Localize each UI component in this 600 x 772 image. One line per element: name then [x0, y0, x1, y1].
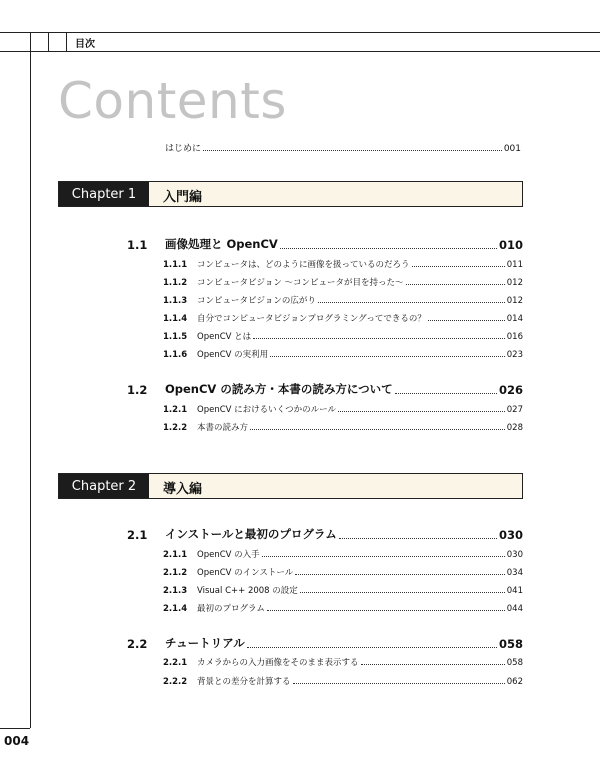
- subsection-page: 027: [506, 405, 523, 415]
- leader-dots: [203, 150, 502, 151]
- subsection-number: 2.1.1: [163, 550, 188, 560]
- subsection-title: コンピュータは、どのように画像を扱っているのだろう: [197, 260, 410, 270]
- section-page: 026: [498, 383, 523, 397]
- leader-dots: [318, 302, 505, 303]
- toc-subsection[interactable]: [163, 566, 523, 578]
- subsection-title: 最初のプログラム: [197, 604, 265, 614]
- subsection-number: 2.1.3: [163, 586, 188, 596]
- subsection-number: 1.2.1: [163, 405, 188, 415]
- toc-subsection[interactable]: [163, 675, 523, 687]
- subsection-page: 012: [506, 278, 523, 288]
- section-title: インストールと最初のプログラム: [165, 527, 337, 541]
- toc-subsection[interactable]: [163, 276, 523, 288]
- toc-section[interactable]: [127, 381, 523, 397]
- page-title: Contents: [58, 72, 287, 130]
- section-page: 058: [498, 637, 523, 651]
- toc-section[interactable]: [127, 635, 523, 651]
- toc-subsection[interactable]: [163, 294, 523, 306]
- subsection-page: 034: [506, 568, 523, 578]
- leader-dots: [270, 356, 505, 357]
- header-label: 目次: [75, 39, 95, 50]
- subsection-title: Visual C++ 2008 の設定: [197, 586, 298, 596]
- subsection-number: 1.1.5: [163, 332, 188, 342]
- section-title: 画像処理と OpenCV: [165, 237, 278, 251]
- leader-dots: [406, 284, 505, 285]
- header-divider: [66, 33, 67, 52]
- toc-subsection[interactable]: [163, 403, 523, 415]
- subsection-title: 背景との差分を計算する: [197, 677, 291, 687]
- leader-dots: [262, 556, 505, 557]
- subsection-number: 1.1.1: [163, 260, 188, 270]
- subsection-title: コンピュータビジョンの広がり: [197, 296, 316, 306]
- subsection-page: 041: [506, 586, 523, 596]
- toc-entry-page: 001: [503, 144, 521, 154]
- chapter-1-banner: [58, 181, 523, 207]
- subsection-number: 1.1.3: [163, 296, 188, 306]
- toc-entry-intro[interactable]: [165, 141, 521, 154]
- chapter-tab: Chapter 1: [59, 182, 149, 206]
- subsection-number: 2.2.1: [163, 658, 188, 668]
- leader-dots: [428, 320, 505, 321]
- subsection-page: 016: [506, 332, 523, 342]
- leader-dots: [412, 266, 505, 267]
- subsection-title: OpenCV とは: [197, 332, 252, 342]
- subsection-number: 2.1.2: [163, 568, 188, 578]
- chapter-2-banner: [58, 473, 523, 499]
- subsection-page: 011: [506, 260, 523, 270]
- section-title: OpenCV の読み方・本書の読み方について: [165, 382, 393, 396]
- subsection-page: 028: [506, 423, 523, 433]
- leader-dots: [339, 538, 497, 539]
- chapter-tab: Chapter 2: [59, 474, 149, 498]
- subsection-number: 2.1.4: [163, 604, 188, 614]
- bottom-rule: [0, 728, 30, 729]
- subsection-title: OpenCV のインストール: [197, 568, 294, 578]
- leader-dots: [300, 592, 505, 593]
- subsection-title: 本書の読み方: [197, 423, 249, 433]
- leader-dots: [267, 610, 505, 611]
- leader-dots: [280, 248, 497, 249]
- toc-subsection[interactable]: [163, 421, 523, 433]
- toc-subsection[interactable]: [163, 312, 523, 324]
- subsection-title: 自分でコンピュータビジョンプログラミングってできるの？: [197, 314, 426, 324]
- header-divider: [48, 33, 49, 52]
- subsection-page: 058: [506, 658, 523, 668]
- subsection-number: 2.2.2: [163, 677, 188, 687]
- section-number: 1.2: [127, 383, 148, 397]
- toc-subsection[interactable]: [163, 548, 523, 560]
- toc-section[interactable]: [127, 526, 523, 542]
- subsection-page: 023: [506, 350, 523, 360]
- section-number: 2.1: [127, 528, 148, 542]
- leader-dots: [250, 429, 505, 430]
- left-margin-rule: [30, 52, 31, 728]
- toc-subsection[interactable]: [163, 348, 523, 360]
- subsection-number: 1.2.2: [163, 423, 188, 433]
- subsection-title: OpenCV の実利用: [197, 350, 269, 360]
- leader-dots: [361, 664, 505, 665]
- subsection-page: 030: [506, 550, 523, 560]
- chapter-title: 入門編: [163, 190, 203, 205]
- subsection-page: 062: [506, 677, 523, 687]
- toc-entry-title: はじめに: [165, 144, 202, 154]
- subsection-number: 1.1.2: [163, 278, 188, 288]
- chapter-title: 導入編: [163, 482, 203, 497]
- leader-dots: [295, 574, 505, 575]
- toc-subsection[interactable]: [163, 258, 523, 270]
- subsection-page: 012: [506, 296, 523, 306]
- section-title: チュートリアル: [165, 636, 245, 650]
- leader-dots: [395, 393, 497, 394]
- subsection-page: 014: [506, 314, 523, 324]
- subsection-title: コンピュータビジョン 〜コンピュータが目を持った〜: [197, 278, 404, 288]
- leader-dots: [253, 338, 505, 339]
- section-number: 2.2: [127, 637, 148, 651]
- leader-dots: [293, 683, 505, 684]
- subsection-title: OpenCV におけるいくつかのルール: [197, 405, 336, 415]
- leader-dots: [338, 411, 505, 412]
- toc-subsection[interactable]: [163, 584, 523, 596]
- toc-subsection[interactable]: [163, 656, 523, 668]
- subsection-title: OpenCV の入手: [197, 550, 260, 560]
- leader-dots: [247, 647, 497, 648]
- page-number: 004: [4, 734, 30, 748]
- toc-subsection[interactable]: [163, 330, 523, 342]
- section-page: 010: [498, 238, 523, 252]
- subsection-number: 1.1.6: [163, 350, 188, 360]
- toc-subsection[interactable]: [163, 602, 523, 614]
- subsection-page: 044: [506, 604, 523, 614]
- header-divider: [30, 33, 31, 52]
- section-page: 030: [498, 528, 523, 542]
- subsection-number: 1.1.4: [163, 314, 188, 324]
- subsection-title: カメラからの入力画像をそのまま表示する: [197, 658, 359, 668]
- toc-section[interactable]: [127, 236, 523, 252]
- section-number: 1.1: [127, 238, 148, 252]
